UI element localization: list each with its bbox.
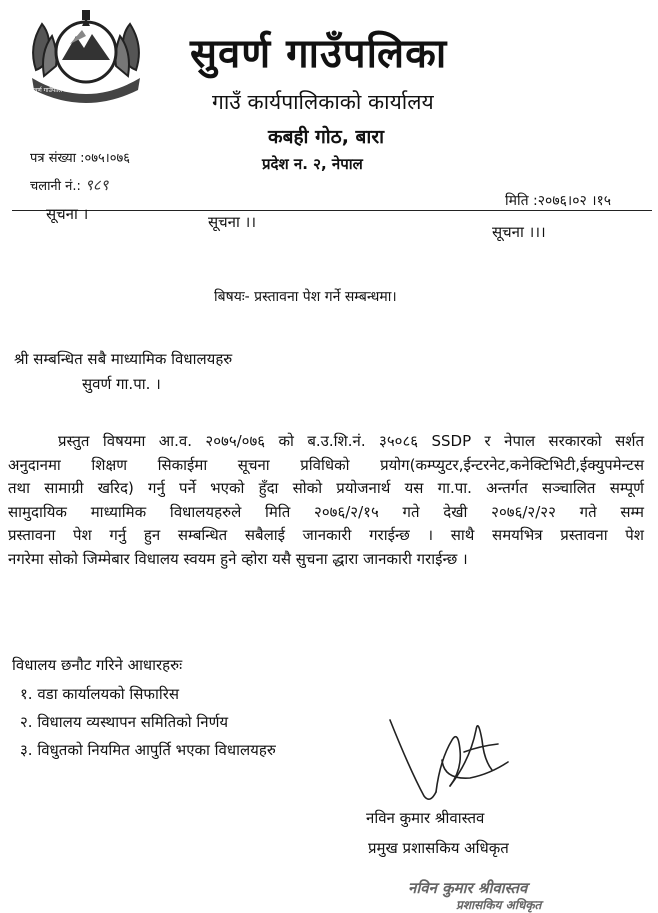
notice-2: सूचना ।। bbox=[208, 213, 257, 231]
signatory-name: नविन कुमार श्रीवास्तव bbox=[366, 809, 485, 827]
addressee-line-1: श्री सम्बन्धित सबै माध्यामिक विधालयहरु bbox=[14, 350, 233, 368]
stamp-title: प्रशासकिय अधिकृत bbox=[456, 898, 542, 912]
office-name: गाउँ कार्यपालिकाको कार्यालय bbox=[212, 90, 434, 114]
dispatch-line bbox=[30, 175, 108, 195]
body-line: नगरेमा सोको जिम्मेबार विधालय स्वयम हुने व्होरा यसै सुचना द्धारा जानकारी गराईन्छ । bbox=[8, 549, 468, 568]
notice-1: सूचना । bbox=[46, 205, 89, 223]
criteria-item-1: १. वडा कार्यालयको सिफारिस bbox=[20, 685, 180, 703]
criteria-item-3: ३. विधुतको नियमित आपुर्ति भएका विधालयहरु bbox=[20, 741, 276, 759]
body-line: प्रस्तावना पेश गर्नु हुन सम्बन्धित सबैलाई जानकारी गराईन्छ । साथै समयभित्र प्रस्तावना पेश bbox=[8, 526, 644, 544]
signatory-title: प्रमुख प्रशासकिय अधिकृत bbox=[368, 839, 509, 857]
dispatch-number: ९८९ bbox=[85, 176, 109, 194]
nepal-emblem-icon bbox=[22, 6, 150, 110]
province-line: प्रदेश न. २, नेपाल bbox=[262, 155, 363, 173]
header-divider bbox=[12, 210, 652, 211]
stamp-name: नविन कुमार श्रीवास्तव bbox=[408, 879, 528, 897]
body-line: सामुदायिक माध्यामिक विधालयहरुले मिति २०७६/२/१५ गते देखी २०७६/२/२२ गते सम्म bbox=[8, 502, 644, 521]
municipality-title: सुवर्ण गाउँपलिका bbox=[190, 31, 448, 77]
emblem-ribbon-text: सुवर्ण गाउँपालिका bbox=[30, 87, 69, 94]
dispatch-label: चलानी नं.: bbox=[30, 179, 81, 194]
addressee-line-2: सुवर्ण गा.पा. । bbox=[82, 375, 161, 393]
body-line: प्रस्तुत विषयमा आ.व. २०७५/०७६ को ब.उ.शि.नं. ३५०८६ SSDP र नेपाल सरकारको सर्शत bbox=[58, 432, 644, 450]
notice-3: सूचना ।।। bbox=[492, 223, 546, 241]
body-line: तथा सामाग्री खरिद) गर्नु पर्ने भएको हुँदा सोको प्रयोजनार्थ यस गा.पा. अन्तर्गत सञ्चालित सम्पूर्ण bbox=[8, 479, 644, 497]
body-line: अनुदानमा शिक्षण सिकाईमा सूचना प्रविधिको प्रयोग(कम्प्युटर,ईन्टरनेट,कनेक्टिभिटी,ईक्युपमेन्टस bbox=[8, 455, 644, 474]
handwritten-signature bbox=[380, 700, 530, 820]
letter-number: पत्र संख्या :०७५।०७६ bbox=[30, 151, 130, 166]
letter-body bbox=[8, 430, 644, 571]
letter-date: मिति :२०७६।०२ ।१५ bbox=[505, 193, 612, 209]
criteria-heading: विधालय छनौट गरिने आधारहरुः bbox=[12, 656, 183, 674]
letter-subject: बिषयः- प्रस्तावना पेश गर्ने सम्बन्धमा। bbox=[214, 289, 397, 305]
criteria-item-2: २. विधालय व्यस्थापन समितिको निर्णय bbox=[20, 713, 229, 731]
office-location: कबही गोठ, बारा bbox=[268, 126, 385, 148]
